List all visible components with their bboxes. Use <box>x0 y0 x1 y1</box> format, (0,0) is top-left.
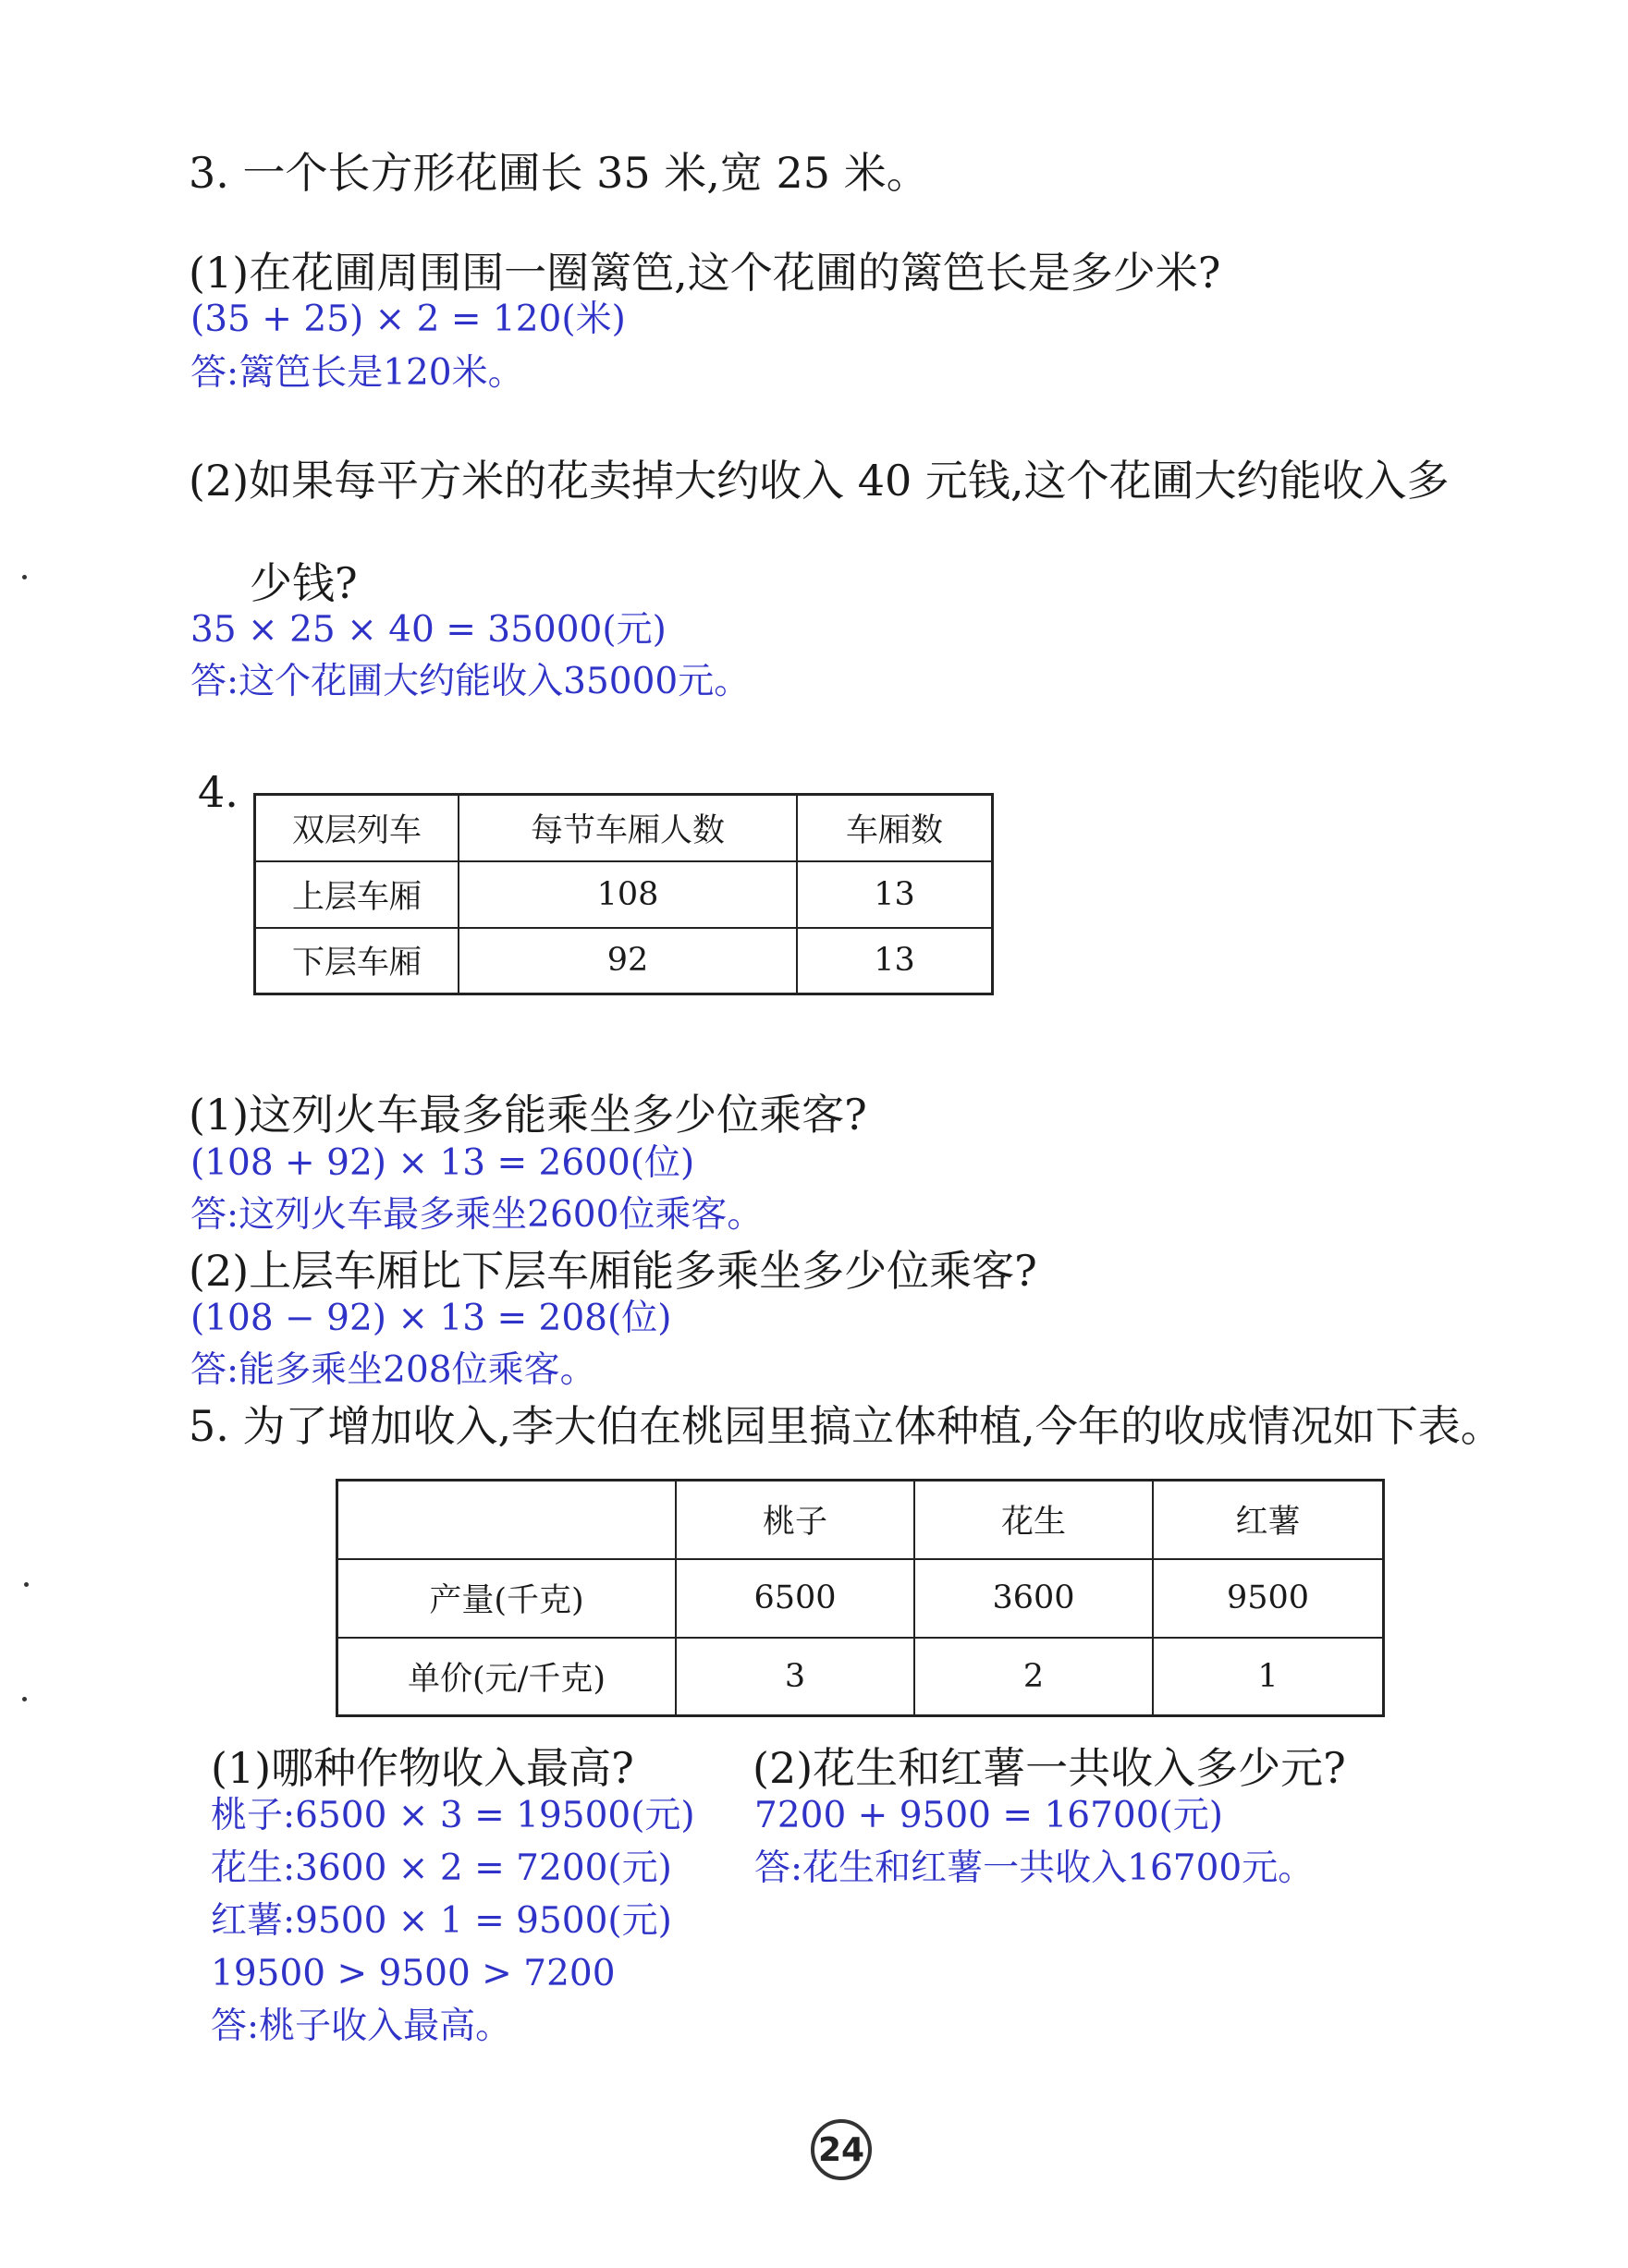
table-row <box>337 1559 1384 1638</box>
q4-train-table <box>253 793 994 995</box>
q5-part1-line: 红薯:9500 × 1 = 9500(元) <box>211 1900 672 1942</box>
table-header-cell: 红薯 <box>1153 1481 1384 1559</box>
q3-part2-question-line1: (2)如果每平方米的花卖掉大约收入 40 元钱,这个花圃大约能收入多 <box>189 456 1450 506</box>
q5-harvest-table <box>336 1479 1385 1717</box>
q5-title: 5. 为了增加收入,李大伯在桃园里搞立体种植,今年的收成情况如下表。 <box>189 1401 1503 1451</box>
table-cell: 下层车厢 <box>255 928 459 994</box>
table-cell: 13 <box>797 928 993 994</box>
table-row <box>337 1638 1384 1716</box>
q5-part2-calculation: 7200 + 9500 = 16700(元) <box>754 1795 1223 1836</box>
q3-part1-answer: 答:篱笆长是120米。 <box>190 352 524 394</box>
table-cell: 108 <box>459 861 797 928</box>
table-cell: 13 <box>797 861 993 928</box>
table-cell: 92 <box>459 928 797 994</box>
table-cell: 9500 <box>1153 1559 1384 1638</box>
q4-part2-calculation: (108 − 92) × 13 = 208(位) <box>190 1298 672 1339</box>
margin-dot <box>22 575 27 579</box>
q4-label: 4. <box>198 767 239 817</box>
q5-part2-question: (2)花生和红薯一共收入多少元? <box>753 1743 1346 1793</box>
q4-part1-answer: 答:这列火车最多乘坐2600位乘客。 <box>190 1194 764 1236</box>
margin-dot <box>24 1582 29 1587</box>
q5-part1-question: (1)哪种作物收入最高? <box>211 1743 634 1793</box>
table-row <box>255 928 993 994</box>
table-cell: 6500 <box>676 1559 914 1638</box>
table-cell: 单价(元/千克) <box>337 1638 677 1716</box>
table-cell: 1 <box>1153 1638 1384 1716</box>
table-header-cell: 车厢数 <box>797 795 993 861</box>
page-number-badge: 24 <box>811 2119 872 2180</box>
table-header-cell: 双层列车 <box>255 795 459 861</box>
q3-part2-calculation: 35 × 25 × 40 = 35000(元) <box>190 609 667 651</box>
q3-part1-question: (1)在花圃周围围一圈篱笆,这个花圃的篱笆长是多少米? <box>189 248 1221 298</box>
q4-part1-calculation: (108 + 92) × 13 = 2600(位) <box>190 1142 695 1184</box>
table-row <box>255 861 993 928</box>
table-header-cell: 花生 <box>914 1481 1153 1559</box>
q4-part1-question: (1)这列火车最多能乘坐多少位乘客? <box>189 1090 867 1140</box>
q5-part1-answer: 答:桃子收入最高。 <box>211 2006 512 2047</box>
table-header-row <box>337 1481 1384 1559</box>
table-cell: 3600 <box>914 1559 1153 1638</box>
q5-part1-line: 桃子:6500 × 3 = 19500(元) <box>211 1795 695 1836</box>
table-header-cell: 桃子 <box>676 1481 914 1559</box>
q3-title: 3. 一个长方形花圃长 35 米,宽 25 米。 <box>189 148 929 198</box>
table-cell: 3 <box>676 1638 914 1716</box>
table-cell: 产量(千克) <box>337 1559 677 1638</box>
margin-dot <box>22 1697 27 1701</box>
table-cell: 2 <box>914 1638 1153 1716</box>
q3-part1-calculation: (35 + 25) × 2 = 120(米) <box>190 299 626 340</box>
q5-part2-answer: 答:花生和红薯一共收入16700元。 <box>754 1847 1315 1889</box>
q4-part2-question: (2)上层车厢比下层车厢能多乘坐多少位乘客? <box>189 1246 1037 1296</box>
q3-part2-answer: 答:这个花圃大约能收入35000元。 <box>190 661 751 702</box>
table-header-cell <box>337 1481 677 1559</box>
table-cell: 上层车厢 <box>255 861 459 928</box>
q5-part1-line: 19500 > 9500 > 7200 <box>211 1953 616 1994</box>
q4-part2-answer: 答:能多乘坐208位乘客。 <box>190 1349 596 1391</box>
table-header-cell: 每节车厢人数 <box>459 795 797 861</box>
table-header-row <box>255 795 993 861</box>
q5-part1-line: 花生:3600 × 2 = 7200(元) <box>211 1847 672 1889</box>
q3-part2-question-line2: 少钱? <box>250 558 358 608</box>
